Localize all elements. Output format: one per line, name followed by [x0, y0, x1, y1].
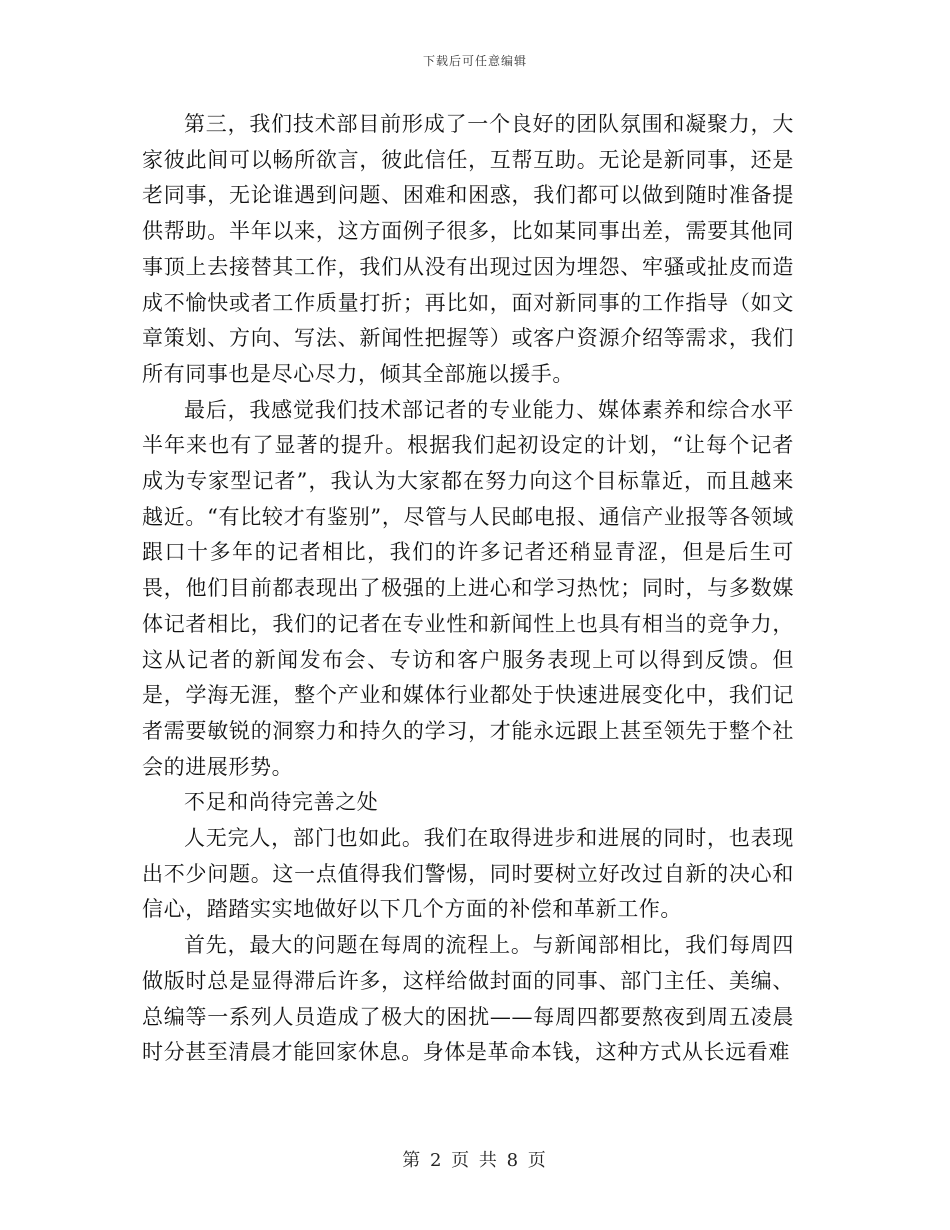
footer-prefix: 第 — [402, 1150, 423, 1171]
footer-middle: 页 共 — [451, 1150, 499, 1171]
page-header: 下载后可任意编辑 — [422, 54, 527, 68]
footer-suffix: 页 — [527, 1150, 548, 1171]
section-heading-shortcomings: 不足和尚待完善之处 — [184, 790, 379, 815]
paragraph-weekly-process: 首先，最大的问题在每周的流程上。与新闻部相比，我们每周四做版时总是显得滞后许多，这样给做封面的同事、部门主任、美编、总编等一系列人员造成了极大的困扰——每周四都要熬夜到周五凌晨时分甚至清晨才能回家休息。身体是革命本钱，这种方式从长远看难 — [142, 933, 794, 1065]
page-footer — [0, 1146, 950, 1172]
paragraph-shortcomings-intro: 人无完人，部门也如此。我们在取得进步和进展的同时，也表现出不少问题。这一点值得我们警惕，同时要树立好改过自新的决心和信心，踏踏实实地做好以下几个方面的补偿和革新工作。 — [142, 826, 794, 922]
paragraph-team-atmosphere: 第三，我们技术部目前形成了一个良好的团队氛围和凝聚力，大家彼此间可以畅所欲言，彼此信任，互帮互助。无论是新同事，还是老同事，无论谁遇到问题、困难和困惑，我们都可以做到随时准备提供帮助。半年以来，这方面例子很多，比如某同事出差，需要其他同事顶上去接替其工作，我们从没有出现过因为埋怨、牢骚或扯皮而造成不愉快或者工作质量打折；再比如，面对新同事的工作指导（如文章策划、方向、写法、新闻性把握等）或客户资源介绍等需求，我们所有同事也是尽心尽力，倾其全部施以援手。 — [142, 112, 794, 386]
footer-current-page: 2 — [429, 1150, 444, 1171]
document-body — [142, 107, 794, 1071]
paragraph-reporter-ability: 最后，我感觉我们技术部记者的专业能力、媒体素养和综合水平半年来也有了显著的提升。根据我们起初设定的计划，“让每个记者成为专家型记者”，我认为大家都在努力向这个目标靠近，而且越来越近。“有比较才有鉴别”，尽管与人民邮电报、通信产业报等各领域跟口十多年的记者相比，我们的许多记者还稍显青涩，但是后生可畏，他们目前都表现出了极强的上进心和学习热忱；同时，与多数媒体记者相比，我们的记者在专业性和新闻性上也具有相当的竞争力，这从记者的新闻发布会、专访和客户服务表现上可以得到反馈。但是，学海无涯，整个产业和媒体行业都处于快速进展变化中，我们记者需要敏锐的洞察力和持久的学习，才能永远跟上甚至领先于整个社会的进展形势。 — [142, 397, 794, 779]
footer-total-pages: 8 — [506, 1150, 521, 1171]
